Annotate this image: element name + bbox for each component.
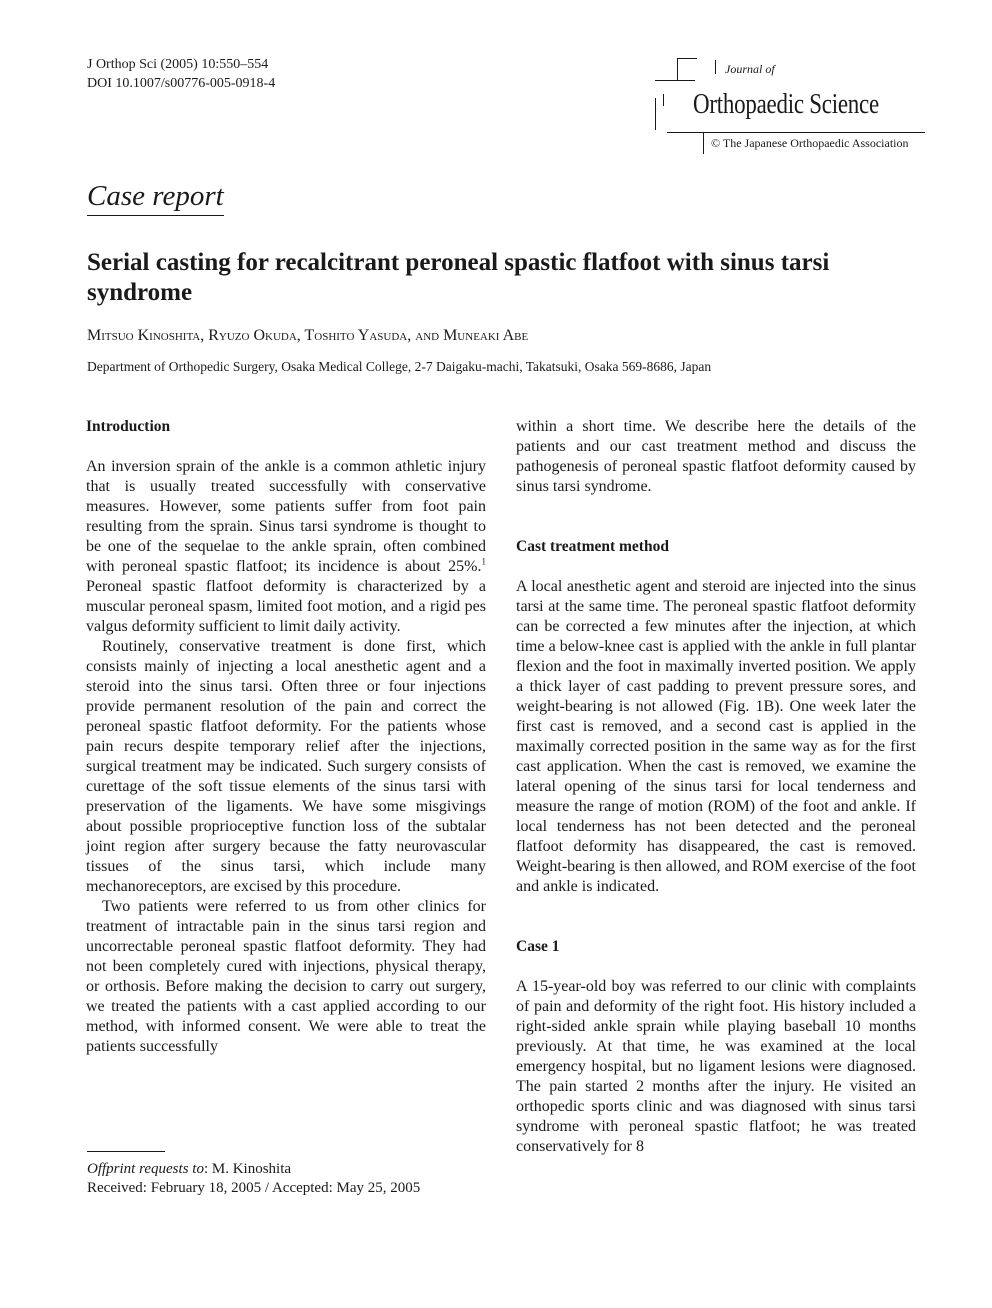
case1-paragraph: A 15-year-old boy was referred to our clinic with complaints of pain and deformity of the right foot. His history included a right-sided ankle sprain while playing baseball 10 months previously. At that time, he was examined at the local emergency hospital, but no ligament lesions were diagnosed. The pain started 2 months after the injury. He visited an orthopedic sports clinic and was diagnosed with sinus tarsi syndrome with peroneal spastic flatfoot; he was treated conservatively for 8 [516,978,916,1155]
cast-method-paragraph: A local anesthetic agent and steroid are injected into the sinus tarsi at the same time. The peroneal spastic flatfoot deformity can be corrected a few minutes after the injection, at which time a below-knee cast is applied with the ankle in full plantar flexion and the foot in maximally inverted position. We apply a thick layer of cast padding to prevent pressure sores, and weight-bearing is not allowed (Fig. 1B). One week later the first cast is removed, and a second cast is applied in the maximally corrected position in the same way as for the first cast application. When the cast is removed, we examine the lateral opening of the sinus tarsi for local tenderness and measure the range of motion (ROM) of the foot and ankle. If local tenderness has not been detected and the peroneal flatfoot deformity has disappeared, the cast is removed. Weight-bearing is then allowed, and ROM exercise of the foot and ankle is indicated. [516,578,916,895]
received-accepted-dates: Received: February 18, 2005 / Accepted: May 25, 2005 [87,1180,421,1196]
offprint-name: : M. Kinoshita [203,1161,292,1177]
footnote [87,1160,420,1198]
logo-copyright: © The Japanese Orthopaedic Association [711,136,909,150]
logo-rule [715,60,716,74]
journal-citation: J Orthop Sci (2005) 10:550–554 [87,57,269,72]
introduction-paragraph-3: Two patients were referred to us from other clinics for treatment of intractable pain in the sinus tarsi region and uncorrectable peroneal spastic flatfoot deformity. They had not been completely cured with injections, physical therapy, or orthosis. Before making the decision to carry out surgery, we treated the patients with a cast applied according to our method, with informed consent. We were able to treat the patients successfully [86,898,486,1055]
logo-title: Orthopaedic Science [693,89,879,120]
logo-journal-of: Journal of [725,62,775,76]
footnote-rule [87,1151,165,1152]
logo-rule [663,94,664,106]
logo-rule [703,132,704,154]
logo-rule [677,58,678,81]
journal-logo [655,58,955,158]
citation-block [87,55,275,93]
logo-rule [655,98,656,130]
logo-rule [677,58,697,59]
author-list: Mitsuo Kinoshita, Ryuzo Okuda, Toshito Yasuda, and Muneaki Abe [87,327,529,344]
section-type: Case report [87,180,224,216]
cast-method-heading: Cast treatment method [516,538,669,555]
left-column [86,417,486,1057]
affiliation: Department of Orthopedic Surgery, Osaka Medical College, 2-7 Daigaku-machi, Takatsuki, Osaka 569-8686, Japan [87,359,712,374]
doi: DOI 10.1007/s00776-005-0918-4 [87,76,276,91]
introduction-paragraph-1: An inversion sprain of the ankle is a common athletic injury that is usually treated successfully with conservative measures. However, some patients suffer from foot pain resulting from the sprain. Sinus tarsi syndrome is thought to be one of the sequelae to the ankle sprain, often combined with peroneal spastic flatfoot; its incidence is about 25%.$^1$ Peroneal spastic flatfoot deformity is characterized by a muscular peroneal spasm, limited foot motion, and a rigid pes valgus deformity sufficient to limit daily activity. [86,458,486,635]
article-title: Serial casting for recalcitrant peroneal spastic flatfoot with sinus tarsi syndrome [87,249,830,306]
right-column [516,417,916,1157]
reference-marker[interactable]: 1 [481,556,486,567]
offprint-label: Offprint requests to [87,1161,204,1177]
introduction-heading: Introduction [86,418,171,435]
introduction-paragraph-3-continued: within a short time. We describe here the details of the patients and our cast treatment method and discuss the pathogenesis of peroneal spastic flatfoot deformity caused by sinus tarsi syndrome. [516,418,916,495]
logo-rule [667,132,925,133]
case1-heading: Case 1 [516,938,560,955]
introduction-paragraph-2: Routinely, conservative treatment is done first, which consists mainly of injecting a local anesthetic agent and a steroid into the sinus tarsi. Often three or four injections provide permanent resolution of the pain and correct the peroneal spastic flatfoot deformity. For the patients whose pain recurs despite temporary relief after the injections, surgical treatment may be indicated. Such surgery consists of curettage of the soft tissue elements of the sinus tarsi with preservation of the ligaments. We have some misgivings about possible proprioceptive function loss of the subtalar joint region after surgery because the fatty neurovascular tissues of the sinus tarsi, which include many mechanoreceptors, are excised by this procedure. [86,638,486,895]
logo-rule [655,80,695,81]
offprint-line [87,1160,420,1179]
